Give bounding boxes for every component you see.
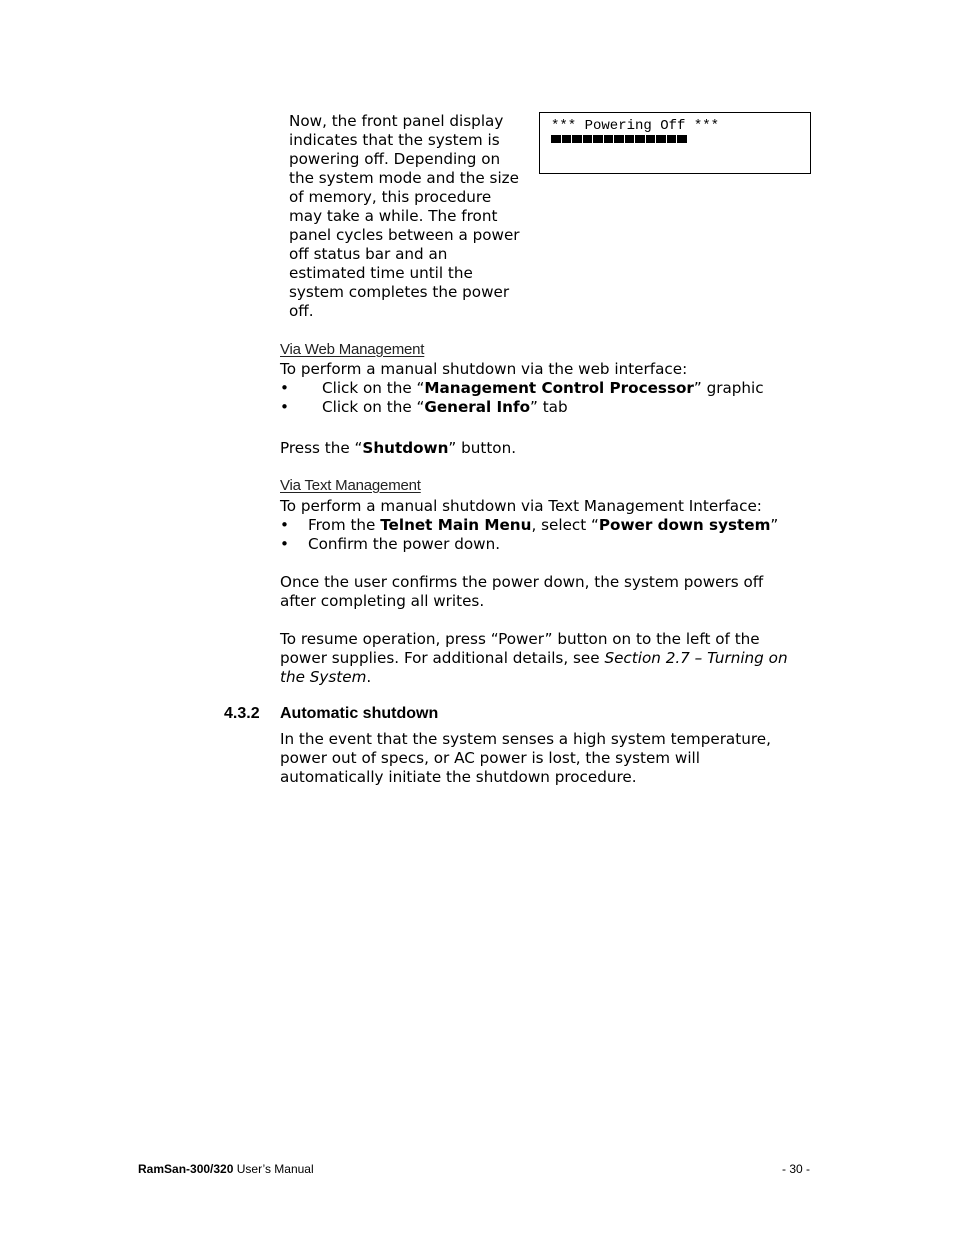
via-text-bullet-1 [280,516,820,535]
status-bar-segment [614,135,624,143]
section-number: 4.3.2 [224,705,260,722]
status-bar-segment [551,135,561,143]
management-control-processor-label: Management Control Processor [424,379,694,397]
via-text-intro: To perform a manual shutdown via Text Management Interface: [280,497,762,515]
press-text-before: Press the “ [280,439,363,457]
bullet-text-before: Click on the “ [322,379,425,397]
bullet-symbol: • [280,398,289,416]
resume-paragraph [280,630,805,687]
telnet-main-menu-label: Telnet Main Menu [380,516,532,534]
footer-title [138,1162,314,1176]
status-bar-segment [635,135,645,143]
bullet-text-after: ” [770,516,779,534]
bullet-text-before: From the [308,516,381,534]
via-web-intro: To perform a manual shutdown via the web interface: [280,360,688,378]
general-info-label: General Info [424,398,531,416]
status-bar-segment [656,135,666,143]
footer-manual: User’s Manual [233,1162,314,1176]
page-number: - 30 - [782,1162,811,1176]
status-bar-segment [593,135,603,143]
status-bar-segment [604,135,614,143]
intro-paragraph: Now, the front panel display indicates that the system is powering off. Depending on the system mode and the size of memory, this procedure may take a while. The front panel cycles between a power off status bar and an estimated time until the system completes the power off. [289,112,520,320]
via-web-bullet-2 [280,398,820,417]
status-bar-segment [646,135,656,143]
status-bar-segment [667,135,677,143]
press-text-after: ” button. [448,439,517,457]
footer-product: RamSan-300/320 [138,1162,234,1176]
section-heading [224,705,438,723]
via-web-heading: Via Web Management [280,341,425,358]
shutdown-label: Shutdown [362,439,449,457]
press-shutdown-line [280,439,820,458]
bullet-symbol: • [280,516,289,534]
bullet-text-middle: , select “ [531,516,599,534]
resume-text-end: . [366,668,372,686]
power-down-system-label: Power down system [598,516,771,534]
resume-text: To resume operation, press “Power” button on to the left of the power supplies. For additional details, see [280,630,760,667]
bullet-text-before: Click on the “ [322,398,425,416]
status-bar-segment [677,135,687,143]
status-bar-segment [562,135,572,143]
via-web-bullet-1 [280,379,820,398]
power-off-status-bar [551,135,799,143]
status-bar-segment [625,135,635,143]
section-body: In the event that the system senses a high system temperature, power out of specs, or AC power is lost, the system will automatically initiate the shutdown procedure. [280,730,771,786]
bullet-symbol: • [280,535,289,553]
bullet-text-after: ” tab [530,398,568,416]
bullet-text-after: ” graphic [693,379,764,397]
status-bar-segment [572,135,582,143]
confirm-paragraph: Once the user confirms the power down, the system powers off after completing all writes. [280,573,764,610]
bullet-symbol: • [280,379,289,397]
display-line-1: *** Powering Off *** [551,118,720,134]
section-title: Automatic shutdown [280,705,439,722]
via-text-bullet-2 [280,535,820,554]
section-reference: Section 2.7 – Turning on the System [280,649,788,686]
bullet-text: Confirm the power down. [308,535,501,553]
status-bar-segment [583,135,593,143]
front-panel-display [539,112,811,174]
via-text-heading: Via Text Management [280,477,421,494]
